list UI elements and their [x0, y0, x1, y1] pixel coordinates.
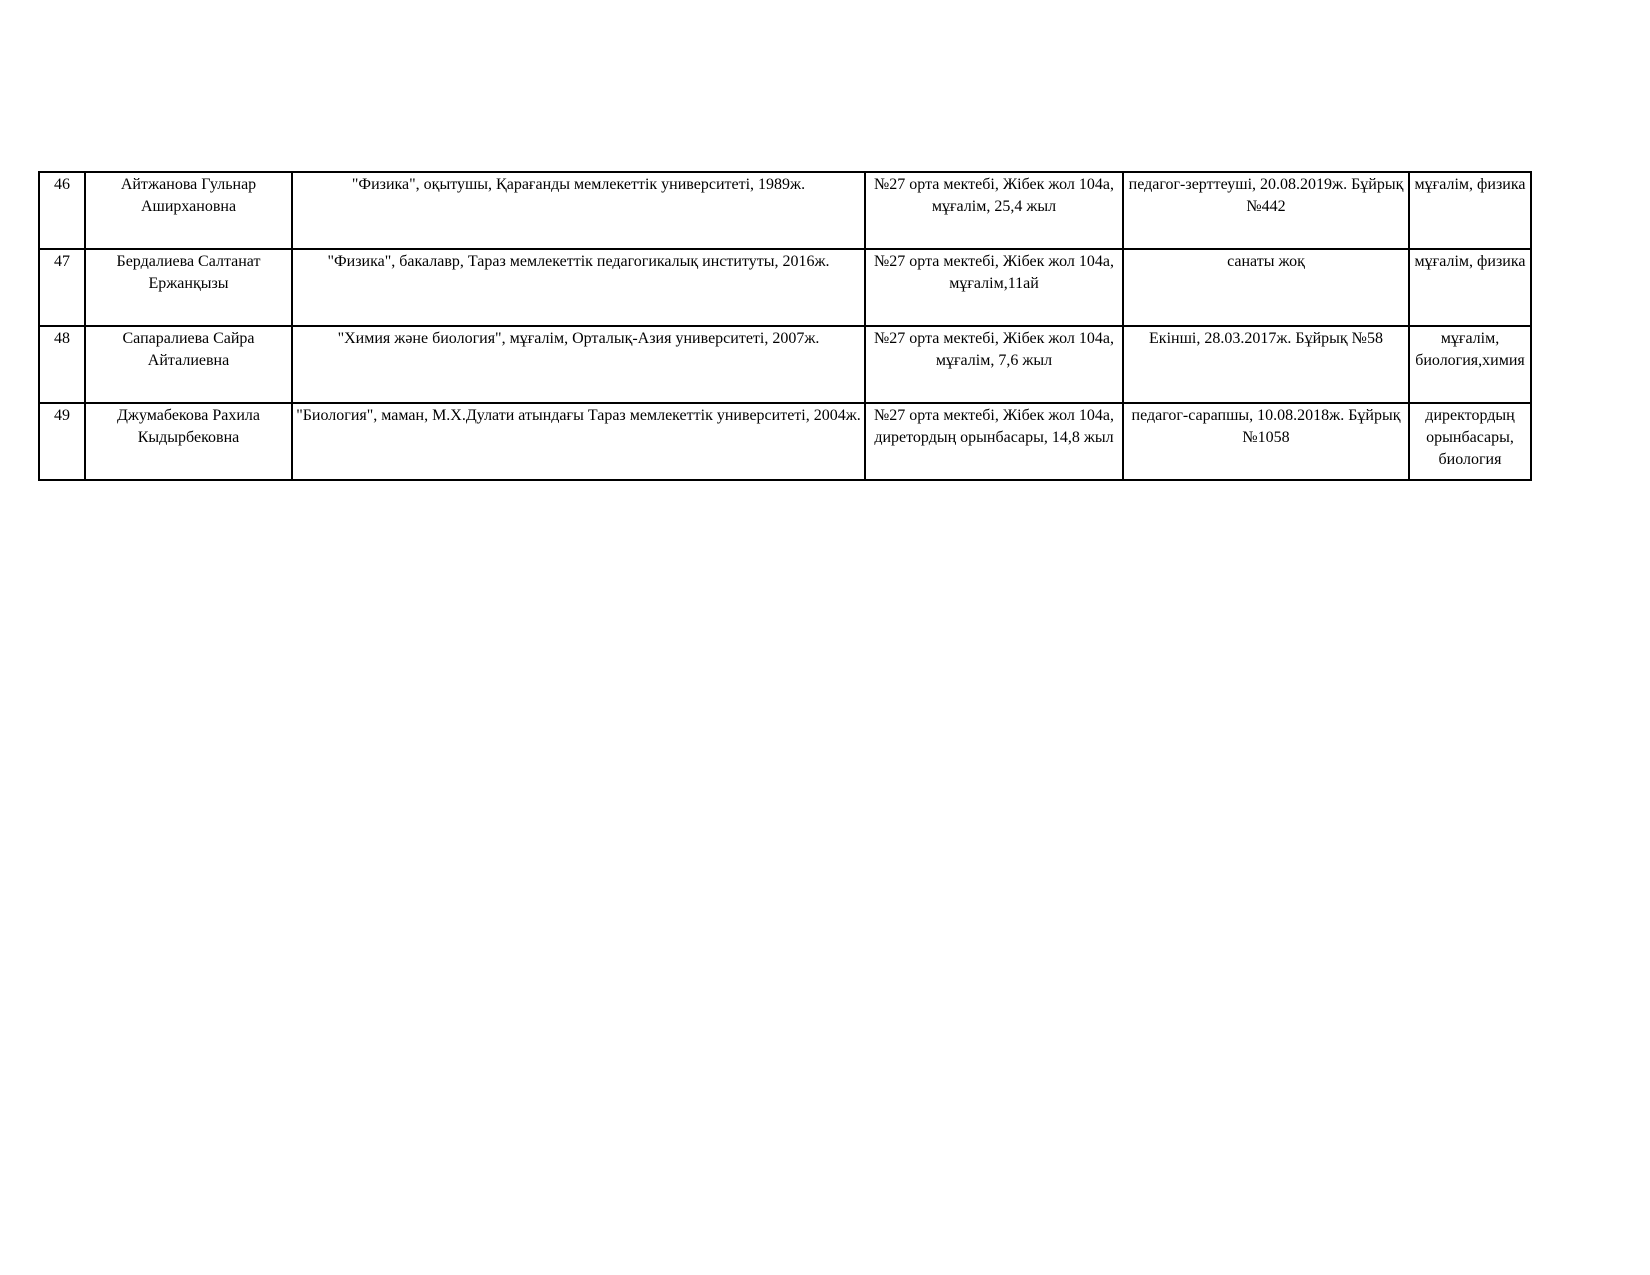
- workplace-text: №27 орта мектебі, Жібек жол 104а, мұғалім, 25,4 жыл: [874, 176, 1114, 215]
- teacher-name: Бердалиева Салтанат Ержанқызы: [116, 253, 261, 292]
- table-row: [39, 326, 1531, 403]
- workplace-cell: [865, 249, 1123, 326]
- category-cell: [1123, 403, 1409, 480]
- row-number-cell: [39, 172, 85, 249]
- row-number-cell: [39, 249, 85, 326]
- name-cell: [85, 403, 292, 480]
- workplace-cell: [865, 403, 1123, 480]
- education-cell: [292, 403, 865, 480]
- category-text: педагог-зерттеуші, 20.08.2019ж. Бұйрық №442: [1128, 176, 1404, 215]
- name-cell: [85, 172, 292, 249]
- category-cell: [1123, 249, 1409, 326]
- teacher-name: Айтжанова Гульнар Аширхановна: [120, 176, 257, 215]
- staff-table: [38, 171, 1532, 481]
- education-cell: [292, 249, 865, 326]
- category-text: санаты жоқ: [1227, 253, 1305, 270]
- position-text: мұғалім, биология,химия: [1415, 330, 1525, 369]
- education-text: "Биология", маман, М.Х.Дулати атындағы Тараз мемлекеттік университеті, 2004ж.: [296, 407, 861, 424]
- workplace-cell: [865, 326, 1123, 403]
- workplace-cell: [865, 172, 1123, 249]
- category-text: Екінші, 28.03.2017ж. Бұйрық №58: [1149, 330, 1383, 347]
- table-row: [39, 249, 1531, 326]
- workplace-text: №27 орта мектебі, Жібек жол 104а, мұғалім, 7,6 жыл: [874, 330, 1114, 369]
- teacher-name: Сапаралиева Сайра Айталиевна: [122, 330, 255, 369]
- position-cell: [1409, 326, 1531, 403]
- education-cell: [292, 172, 865, 249]
- category-cell: [1123, 172, 1409, 249]
- row-number: 47: [54, 253, 70, 270]
- education-text: "Физика", оқытушы, Қарағанды мемлекеттік университеті, 1989ж.: [351, 176, 806, 193]
- education-text: "Химия және биология", мұғалім, Орталық-Азия университеті, 2007ж.: [337, 330, 820, 347]
- category-cell: [1123, 326, 1409, 403]
- position-text: мұғалім, физика: [1414, 176, 1526, 193]
- table-row: [39, 403, 1531, 480]
- workplace-text: №27 орта мектебі, Жібек жол 104а, мұғалім,11ай: [874, 253, 1114, 292]
- name-cell: [85, 249, 292, 326]
- row-number-cell: [39, 326, 85, 403]
- position-text: директордың орынбасары, биология: [1425, 407, 1515, 468]
- education-text: "Физика", бакалавр, Тараз мемлекеттік педагогикалық институты, 2016ж.: [327, 253, 830, 270]
- row-number: 49: [54, 407, 70, 424]
- workplace-text: №27 орта мектебі, Жібек жол 104а, диретордың орынбасары, 14,8 жыл: [874, 407, 1114, 446]
- position-cell: [1409, 172, 1531, 249]
- row-number: 46: [54, 176, 70, 193]
- teacher-name: Джумабекова Рахила Кыдырбековна: [117, 407, 260, 446]
- name-cell: [85, 326, 292, 403]
- position-cell: [1409, 403, 1531, 480]
- row-number: 48: [54, 330, 70, 347]
- table-row: [39, 172, 1531, 249]
- row-number-cell: [39, 403, 85, 480]
- position-cell: [1409, 249, 1531, 326]
- education-cell: [292, 326, 865, 403]
- position-text: мұғалім, физика: [1414, 253, 1526, 270]
- category-text: педагог-сарапшы, 10.08.2018ж. Бұйрық №1058: [1131, 407, 1401, 446]
